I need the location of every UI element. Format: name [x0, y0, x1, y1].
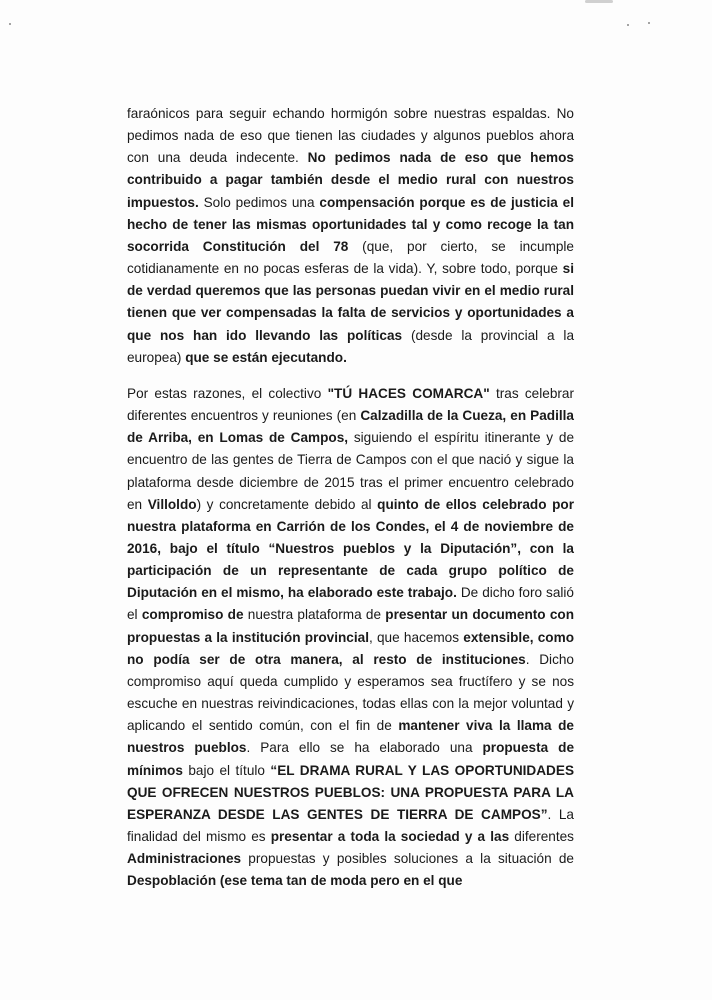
body-text: . Para ello se ha elaborado una	[246, 740, 483, 756]
body-text: bajo el título	[182, 762, 271, 778]
bold-text: quinto de ellos celebrado por nuestra plataforma en Carrión de los Condes, el 4 de noviembre de 2016, bajo el título “Nuestros pueblos y la Diputación”, con la participación de un representante de cada grupo político de Diputación en el mismo, ha elaborado este trabajo.	[127, 496, 574, 601]
bold-text: Villoldo	[147, 496, 197, 512]
bold-text: No pedimos nada de eso que hemos contribuido a pagar también desde el medio rural con nuestros impuestos.	[127, 150, 574, 210]
bold-text: presentar a toda la sociedad y a las	[270, 829, 510, 844]
bold-text: propuesta de mínimos	[127, 740, 575, 778]
paragraph	[127, 383, 574, 893]
bold-text: presentar un documento con propuestas a la institución provincial	[127, 607, 575, 645]
bold-text: compensación porque es de justicia el hecho de tener las mismas oportunidades tal y como recoge la tan socorrida Constitución del 78	[127, 194, 574, 254]
bold-text: compromiso de	[141, 607, 244, 623]
bold-text: extensible, como no podía ser de otra manera, al resto de instituciones	[127, 629, 575, 667]
body-text: Solo pedimos una	[198, 194, 320, 210]
body-text: diferentes	[509, 829, 574, 844]
body-text: Por estas razones, el colectivo	[127, 385, 328, 401]
body-text: . Dicho compromiso aquí queda cumplido y esperamos sea fructífero y se nos escuche en nuestras reivindicaciones, todas ellas con la mejor voluntad y aplicando el sentido común, con el fin de	[127, 651, 574, 734]
bold-text: "TÚ HACES COMARCA"	[327, 385, 490, 401]
scan-artifact	[585, 0, 613, 3]
body-text: propuestas y posibles soluciones a la situación de	[241, 851, 574, 867]
scan-speck	[627, 24, 629, 26]
scan-speck	[9, 23, 11, 25]
body-text: faraónicos para seguir echando hormigón sobre nuestras espaldas. No pedimos nada de eso que tienen las ciudades y algunos pueblos ahora con una deuda indecente.	[127, 106, 574, 166]
body-text: De dicho foro salió el	[127, 585, 574, 623]
bold-text: Despoblación (ese tema tan de moda pero en el que	[127, 873, 463, 889]
body-text: nuestra plataforma de	[243, 607, 386, 623]
bold-text: Administraciones	[127, 851, 242, 867]
document-body	[127, 103, 574, 892]
bold-text: que se están ejecutando.	[185, 349, 347, 365]
body-text: tras celebrar diferentes encuentros y reuniones (en	[127, 385, 574, 424]
paragraph	[127, 103, 574, 369]
bold-text: mantener viva la llama de nuestros pueblos	[127, 718, 574, 756]
body-text: ) y concretamente debido al	[196, 496, 378, 512]
bold-text: Calzadilla de la Cueza, en Padilla de Arriba, en Lomas de Campos,	[127, 408, 574, 446]
body-text: , que hacemos	[368, 629, 464, 645]
body-text: siguiendo el espíritu itinerante y de encuentro de las gentes de Tierra de Campos con el que nació y sigue la plataforma desde diciembre de 2015 tras el primer encuentro celebrado en	[127, 430, 575, 512]
body-text: (que, por cierto, se incumple cotidianamente en no pocas esferas de la vida). Y, sobre todo, porque	[127, 238, 574, 277]
bold-text: “EL DRAMA RURAL Y LAS OPORTUNIDADES QUE OFRECEN NUESTROS PUEBLOS: UNA PROPUESTA PARA LA ESPERANZA DESDE LAS GENTES DE TIERRA DE CAMPOS”	[127, 762, 575, 822]
body-text: (desde la provincial a la europea)	[127, 327, 575, 365]
body-text: . La finalidad del mismo es	[127, 806, 574, 844]
bold-text: si de verdad queremos que las personas puedan vivir en el medio rural tienen que ver compensadas la falta de servicios y oportunidades a que nos han ido llevando las políticas	[127, 261, 574, 343]
scan-speck	[648, 22, 650, 24]
